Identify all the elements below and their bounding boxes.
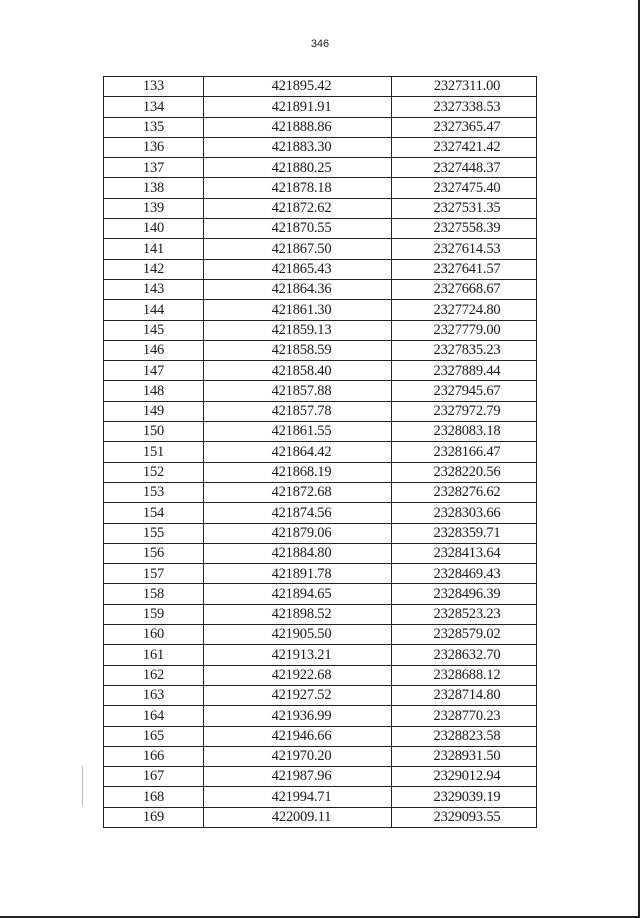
point-number-cell: 136: [104, 137, 204, 157]
point-number-cell: 138: [104, 178, 204, 198]
point-number-cell: 133: [104, 77, 204, 97]
x-coordinate-cell: 421872.62: [204, 198, 392, 218]
point-number-cell: 140: [104, 219, 204, 239]
point-number-cell: 142: [104, 259, 204, 279]
y-coordinate-cell: 2328083.18: [392, 422, 537, 442]
x-coordinate-cell: 421858.59: [204, 340, 392, 360]
point-number-cell: 151: [104, 442, 204, 462]
x-coordinate-cell: 421879.06: [204, 523, 392, 543]
point-number-cell: 166: [104, 746, 204, 766]
x-coordinate-cell: 421946.66: [204, 726, 392, 746]
table-row: [104, 422, 537, 442]
table-row: [104, 239, 537, 259]
y-coordinate-cell: 2329012.94: [392, 767, 537, 787]
table-row: [104, 117, 537, 137]
x-coordinate-cell: 421898.52: [204, 604, 392, 624]
y-coordinate-cell: 2327448.37: [392, 158, 537, 178]
table-row: [104, 665, 537, 685]
point-number-cell: 144: [104, 300, 204, 320]
y-coordinate-cell: 2328469.43: [392, 564, 537, 584]
point-number-cell: 156: [104, 543, 204, 563]
point-number-cell: 155: [104, 523, 204, 543]
y-coordinate-cell: 2328688.12: [392, 665, 537, 685]
table-row: [104, 564, 537, 584]
point-number-cell: 143: [104, 279, 204, 299]
table-row: [104, 746, 537, 766]
table-row: [104, 482, 537, 502]
y-coordinate-cell: 2327531.35: [392, 198, 537, 218]
x-coordinate-cell: 421927.52: [204, 685, 392, 705]
y-coordinate-cell: 2327668.67: [392, 279, 537, 299]
table-row: [104, 807, 537, 827]
x-coordinate-cell: 421865.43: [204, 259, 392, 279]
x-coordinate-cell: 421858.40: [204, 361, 392, 381]
point-number-cell: 163: [104, 685, 204, 705]
table-row: [104, 706, 537, 726]
point-number-cell: 153: [104, 482, 204, 502]
y-coordinate-cell: 2329093.55: [392, 807, 537, 827]
point-number-cell: 148: [104, 381, 204, 401]
x-coordinate-cell: 421870.55: [204, 219, 392, 239]
y-coordinate-cell: 2328413.64: [392, 543, 537, 563]
coordinate-table-body: [104, 77, 537, 828]
y-coordinate-cell: 2328823.58: [392, 726, 537, 746]
table-row: [104, 158, 537, 178]
y-coordinate-cell: 2328714.80: [392, 685, 537, 705]
table-row: [104, 625, 537, 645]
x-coordinate-cell: 421987.96: [204, 767, 392, 787]
y-coordinate-cell: 2327558.39: [392, 219, 537, 239]
y-coordinate-cell: 2327475.40: [392, 178, 537, 198]
table-row: [104, 543, 537, 563]
x-coordinate-cell: 421859.13: [204, 320, 392, 340]
y-coordinate-cell: 2327835.23: [392, 340, 537, 360]
y-coordinate-cell: 2327614.53: [392, 239, 537, 259]
y-coordinate-cell: 2327421.42: [392, 137, 537, 157]
point-number-cell: 164: [104, 706, 204, 726]
y-coordinate-cell: 2327972.79: [392, 401, 537, 421]
x-coordinate-cell: 421880.25: [204, 158, 392, 178]
table-row: [104, 137, 537, 157]
table-row: [104, 604, 537, 624]
table-row: [104, 584, 537, 604]
y-coordinate-cell: 2328931.50: [392, 746, 537, 766]
x-coordinate-cell: 421864.42: [204, 442, 392, 462]
point-number-cell: 157: [104, 564, 204, 584]
x-coordinate-cell: 421861.55: [204, 422, 392, 442]
y-coordinate-cell: 2327945.67: [392, 381, 537, 401]
x-coordinate-cell: 421883.30: [204, 137, 392, 157]
x-coordinate-cell: 421872.68: [204, 482, 392, 502]
table-row: [104, 442, 537, 462]
table-row: [104, 77, 537, 97]
x-coordinate-cell: 421891.78: [204, 564, 392, 584]
table-row: [104, 97, 537, 117]
scan-artifact-line: [82, 766, 83, 806]
table-row: [104, 523, 537, 543]
y-coordinate-cell: 2328496.39: [392, 584, 537, 604]
x-coordinate-cell: 421894.65: [204, 584, 392, 604]
point-number-cell: 167: [104, 767, 204, 787]
y-coordinate-cell: 2328276.62: [392, 482, 537, 502]
y-coordinate-cell: 2328770.23: [392, 706, 537, 726]
table-row: [104, 340, 537, 360]
point-number-cell: 161: [104, 645, 204, 665]
x-coordinate-cell: 421868.19: [204, 462, 392, 482]
point-number-cell: 165: [104, 726, 204, 746]
x-coordinate-cell: 421936.99: [204, 706, 392, 726]
x-coordinate-cell: 421922.68: [204, 665, 392, 685]
table-row: [104, 503, 537, 523]
x-coordinate-cell: 421970.20: [204, 746, 392, 766]
table-row: [104, 361, 537, 381]
table-row: [104, 767, 537, 787]
table-row: [104, 300, 537, 320]
x-coordinate-cell: 421905.50: [204, 625, 392, 645]
table-row: [104, 178, 537, 198]
point-number-cell: 169: [104, 807, 204, 827]
point-number-cell: 147: [104, 361, 204, 381]
point-number-cell: 160: [104, 625, 204, 645]
y-coordinate-cell: 2329039.19: [392, 787, 537, 807]
table-row: [104, 219, 537, 239]
page-number: 346: [310, 38, 330, 50]
y-coordinate-cell: 2328166.47: [392, 442, 537, 462]
point-number-cell: 162: [104, 665, 204, 685]
x-coordinate-cell: 421864.36: [204, 279, 392, 299]
table-row: [104, 381, 537, 401]
y-coordinate-cell: 2327779.00: [392, 320, 537, 340]
x-coordinate-cell: 421895.42: [204, 77, 392, 97]
point-number-cell: 150: [104, 422, 204, 442]
y-coordinate-cell: 2328220.56: [392, 462, 537, 482]
x-coordinate-cell: 421857.88: [204, 381, 392, 401]
point-number-cell: 146: [104, 340, 204, 360]
point-number-cell: 152: [104, 462, 204, 482]
x-coordinate-cell: 421878.18: [204, 178, 392, 198]
table-row: [104, 462, 537, 482]
x-coordinate-cell: 422009.11: [204, 807, 392, 827]
point-number-cell: 134: [104, 97, 204, 117]
y-coordinate-cell: 2327889.44: [392, 361, 537, 381]
point-number-cell: 159: [104, 604, 204, 624]
y-coordinate-cell: 2328359.71: [392, 523, 537, 543]
table-row: [104, 259, 537, 279]
x-coordinate-cell: 421874.56: [204, 503, 392, 523]
table-row: [104, 279, 537, 299]
y-coordinate-cell: 2328632.70: [392, 645, 537, 665]
y-coordinate-cell: 2327641.57: [392, 259, 537, 279]
y-coordinate-cell: 2327338.53: [392, 97, 537, 117]
point-number-cell: 158: [104, 584, 204, 604]
y-coordinate-cell: 2327724.80: [392, 300, 537, 320]
point-number-cell: 135: [104, 117, 204, 137]
x-coordinate-cell: 421891.91: [204, 97, 392, 117]
x-coordinate-cell: 421861.30: [204, 300, 392, 320]
x-coordinate-cell: 421867.50: [204, 239, 392, 259]
table-row: [104, 685, 537, 705]
point-number-cell: 145: [104, 320, 204, 340]
table-row: [104, 320, 537, 340]
table-row: [104, 726, 537, 746]
point-number-cell: 154: [104, 503, 204, 523]
point-number-cell: 141: [104, 239, 204, 259]
point-number-cell: 137: [104, 158, 204, 178]
coordinate-table: [103, 76, 537, 828]
y-coordinate-cell: 2327365.47: [392, 117, 537, 137]
point-number-cell: 139: [104, 198, 204, 218]
y-coordinate-cell: 2327311.00: [392, 77, 537, 97]
x-coordinate-cell: 421888.86: [204, 117, 392, 137]
point-number-cell: 149: [104, 401, 204, 421]
table-row: [104, 198, 537, 218]
y-coordinate-cell: 2328579.02: [392, 625, 537, 645]
point-number-cell: 168: [104, 787, 204, 807]
y-coordinate-cell: 2328523.23: [392, 604, 537, 624]
table-row: [104, 401, 537, 421]
x-coordinate-cell: 421884.80: [204, 543, 392, 563]
y-coordinate-cell: 2328303.66: [392, 503, 537, 523]
table-row: [104, 645, 537, 665]
table-row: [104, 787, 537, 807]
x-coordinate-cell: 421913.21: [204, 645, 392, 665]
x-coordinate-cell: 421857.78: [204, 401, 392, 421]
x-coordinate-cell: 421994.71: [204, 787, 392, 807]
